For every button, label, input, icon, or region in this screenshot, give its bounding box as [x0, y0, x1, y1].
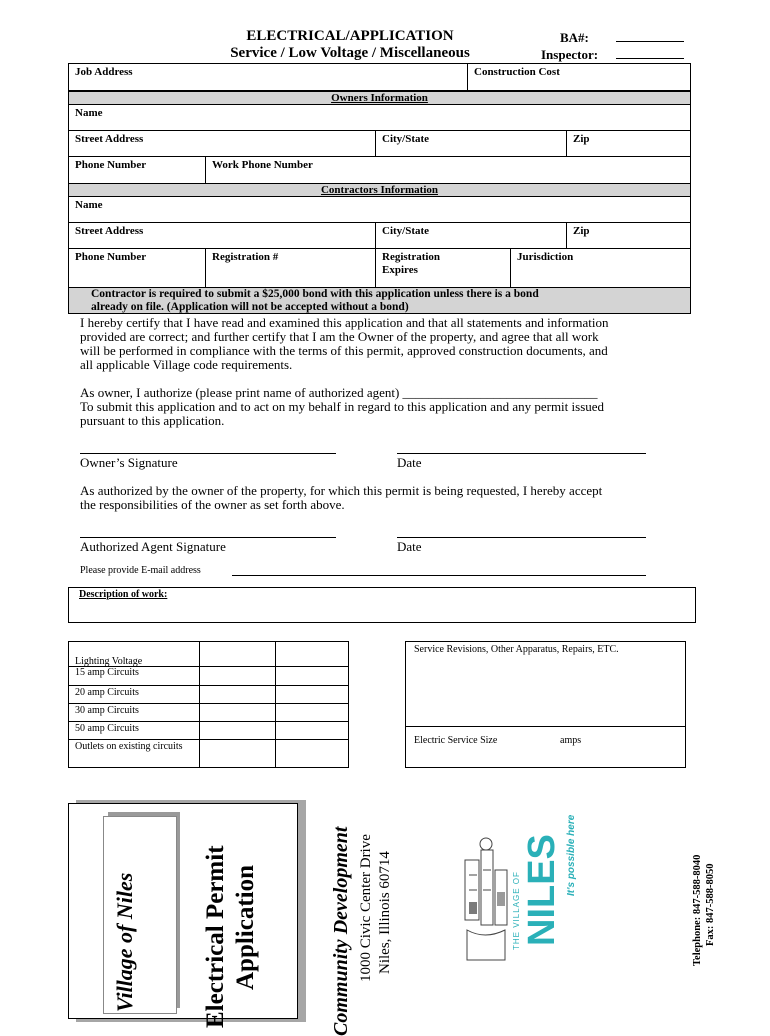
- owner-work-phone-label: Work Phone Number: [212, 159, 313, 171]
- owner-city-field[interactable]: [375, 130, 567, 157]
- contractor-zip-label: Zip: [573, 225, 590, 237]
- construction-cost-label: Construction Cost: [474, 66, 560, 78]
- owner-phone-label: Phone Number: [75, 159, 147, 171]
- email-label: Please provide E-mail address: [80, 565, 201, 576]
- circuits-row-label: Lighting Voltage: [75, 656, 143, 667]
- owner-phone-field[interactable]: [68, 156, 206, 184]
- contractor-zip-field[interactable]: [566, 222, 691, 249]
- logo-niles: NILES: [521, 834, 563, 946]
- contractor-phone-field[interactable]: [68, 248, 206, 288]
- owner-zip-label: Zip: [573, 133, 590, 145]
- address-line-2: Niles, Illinois 60714: [377, 851, 393, 974]
- circuits-row-label: 50 amp Circuits: [75, 723, 139, 734]
- circuits-row-label: 15 amp Circuits: [75, 667, 139, 678]
- inspector-label: Inspector:: [541, 47, 599, 62]
- service-size-label: Electric Service Size: [414, 735, 498, 746]
- contractor-street-label: Street Address: [75, 225, 144, 237]
- contractor-phone-label: Phone Number: [75, 251, 147, 263]
- logo-tagline: It's possible here: [566, 814, 577, 896]
- service-revisions-box[interactable]: [405, 641, 686, 768]
- accept-paragraph: As authorized by the owner of the property, for which this permit is being requested, I hereby accept the responsibilities of the owner as set forth above.: [80, 483, 603, 512]
- contractor-city-label: City/State: [382, 225, 430, 237]
- owner-street-label: Street Address: [75, 133, 144, 145]
- certify-paragraph: I hereby certify that I have read and examined this application and that all statements and information provided are correct; and further certify that I am the Owner of the property, and agree that all work will be performed in compliance with the terms of this permit, approved construction documents, and all applicable Village code requirements.: [80, 315, 609, 372]
- registration-number-field[interactable]: [205, 248, 376, 288]
- application-title: Application: [232, 864, 259, 990]
- owner-city-label: City/State: [382, 133, 430, 145]
- circuits-table: [68, 641, 349, 768]
- owner-date-label: Date: [397, 455, 422, 470]
- circuits-row-label: 30 amp Circuits: [75, 705, 139, 716]
- circuits-row-label: 20 amp Circuits: [75, 687, 139, 698]
- registration-expires-label-2: Expires: [382, 264, 418, 276]
- description-of-work-label: Description of work:: [79, 589, 168, 600]
- agent-signature-label: Authorized Agent Signature: [80, 539, 226, 554]
- jurisdiction-field[interactable]: [510, 248, 691, 288]
- owner-signature-label: Owner’s Signature: [80, 455, 178, 470]
- owner-street-field[interactable]: [68, 130, 376, 157]
- bond-notice: [68, 287, 691, 314]
- inspector-field[interactable]: [616, 58, 684, 59]
- construction-cost-field[interactable]: [467, 63, 691, 91]
- owner-zip-field[interactable]: [566, 130, 691, 157]
- description-of-work-box[interactable]: [68, 587, 696, 623]
- bond-notice-line-2: already on file. (Application will not be accepted without a bond): [91, 301, 409, 313]
- owners-section-header: Owners Information: [68, 91, 691, 105]
- agent-date-label: Date: [397, 539, 422, 554]
- contractor-name-label: Name: [75, 199, 103, 211]
- village-of-niles-title: Village of Niles: [112, 872, 137, 1012]
- owner-name-field[interactable]: [68, 104, 691, 131]
- form-subtitle: Service / Low Voltage / Miscellaneous: [230, 45, 470, 61]
- job-address-label: Job Address: [75, 66, 133, 78]
- village-skyline-icon: [455, 830, 515, 972]
- address-line-1: 1000 Civic Center Drive: [358, 834, 374, 982]
- contractor-name-field[interactable]: [68, 196, 691, 223]
- owner-name-label: Name: [75, 107, 103, 119]
- circuits-row-label: Outlets on existing circuits: [75, 741, 183, 752]
- fax-label: Fax: 847-588-8050: [705, 863, 716, 946]
- agent-date-line[interactable]: [397, 537, 646, 538]
- registration-expires-field[interactable]: [375, 248, 511, 288]
- owner-signature-line[interactable]: [80, 453, 336, 454]
- bond-notice-line-1: Contractor is required to submit a $25,000 bond with this application unless there is a bond: [91, 288, 539, 300]
- contractors-section-header: Contractors Information: [68, 183, 691, 197]
- logo-village-of: THE VILLAGE OF: [512, 871, 521, 950]
- registration-expires-label-1: Registration: [382, 251, 441, 263]
- community-development-label: Community Development: [330, 826, 352, 1036]
- agent-signature-line[interactable]: [80, 537, 336, 538]
- jurisdiction-label: Jurisdiction: [517, 251, 574, 263]
- email-field[interactable]: [232, 575, 646, 576]
- registration-number-label: Registration #: [212, 251, 279, 263]
- authorize-paragraph: As owner, I authorize (please print name of authorized agent) ______________________________ To submit this application and to act on my behalf in regard to this application and any permit issued pursuant to this application.: [80, 385, 605, 428]
- owner-work-phone-field[interactable]: [205, 156, 691, 184]
- ba-label: BA#:: [560, 30, 589, 45]
- contractor-city-field[interactable]: [375, 222, 567, 249]
- service-revisions-label: Service Revisions, Other Apparatus, Repairs, ETC.: [414, 644, 619, 655]
- electrical-permit-title: Electrical Permit: [202, 845, 229, 1028]
- contractor-street-field[interactable]: [68, 222, 376, 249]
- owner-date-line[interactable]: [397, 453, 646, 454]
- service-amps-label: amps: [560, 735, 582, 746]
- ba-field[interactable]: [616, 41, 684, 42]
- job-address-field[interactable]: [68, 63, 468, 91]
- form-title: ELECTRICAL/APPLICATION: [246, 28, 454, 44]
- cover-panel: [68, 803, 298, 1019]
- telephone-label: Telephone: 847-588-8040: [692, 854, 703, 966]
